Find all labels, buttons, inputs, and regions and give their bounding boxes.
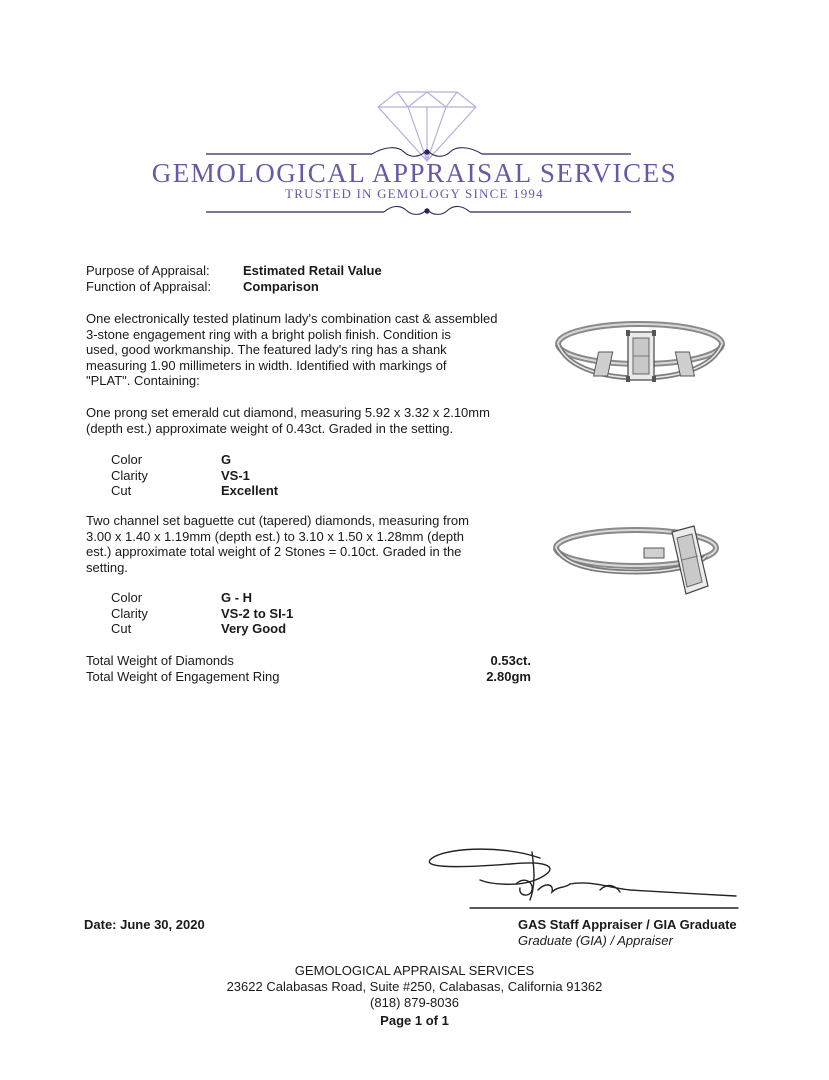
grade-value: VS-2 to SI-1: [221, 605, 294, 621]
total-ring-value: 2.80gm: [486, 669, 531, 684]
side-stones-description: [86, 513, 469, 575]
description-line: used, good workmanship. The featured lady's ring has a shank: [86, 342, 447, 357]
description-line: measuring 1.90 millimeters in width. Identified with markings of: [86, 357, 447, 373]
description-line: "PLAT". Containing:: [86, 373, 200, 388]
bottom-divider: [206, 206, 631, 214]
logo: [0, 0, 829, 240]
ring-photo-front: [548, 308, 730, 396]
grade-value: Very Good: [221, 621, 287, 636]
description-line: One electronically tested platinum lady's combination cast & assembled: [86, 311, 498, 326]
grade-value: G - H: [221, 590, 253, 605]
grade-value: G: [221, 452, 232, 467]
grade-label: Clarity: [111, 467, 148, 483]
footer-company: GEMOLOGICAL APPRAISAL SERVICES: [294, 963, 535, 978]
side-stones-line: Two channel set baguette cut (tapered) diamonds, measuring from: [86, 513, 469, 528]
signature-image: [420, 838, 750, 918]
side-stones-line: 3.00 x 1.40 x 1.19mm (depth est.) to 3.10 x 1.50 x 1.28mm (depth: [86, 528, 464, 544]
grade-label: Clarity: [111, 605, 148, 621]
function-row: [86, 279, 319, 295]
grade-row-cut: [111, 483, 278, 499]
function-value: Comparison: [243, 279, 319, 294]
grade-row-color: [111, 590, 293, 606]
center-stone-grades: [111, 452, 278, 499]
grade-value: VS-1: [221, 467, 250, 483]
side-stones-line: setting.: [86, 559, 128, 575]
page-number: Page 1 of 1: [380, 1013, 449, 1028]
grade-value: Excellent: [221, 483, 279, 498]
appraisal-date: Date: June 30, 2020: [84, 917, 205, 932]
center-stone-line: (depth est.) approximate weight of 0.43ct. Graded in the setting.: [86, 420, 454, 436]
grade-label: Color: [111, 452, 143, 467]
total-diamonds-label: Total Weight of Diamonds: [86, 653, 234, 668]
center-stone-description: [86, 405, 490, 436]
side-stones-grades: [111, 590, 293, 637]
grade-row-color: [111, 452, 278, 468]
purpose-label: Purpose of Appraisal:: [86, 263, 210, 278]
center-stone-line: One prong set emerald cut diamond, measuring 5.92 x 3.32 x 2.10mm: [86, 405, 490, 420]
total-diamonds-value: 0.53ct.: [490, 653, 531, 668]
grade-row-clarity: [111, 606, 293, 622]
footer-phone: (818) 879-8036: [370, 995, 459, 1010]
ring-description: [86, 311, 497, 389]
purpose-row: [86, 263, 382, 279]
appraiser-subtitle: Graduate (GIA) / Appraiser: [518, 933, 673, 948]
description-line: 3-stone engagement ring with a bright polish finish. Condition is: [86, 326, 451, 342]
footer-address: 23622 Calabasas Road, Suite #250, Calabasas, California 91362: [226, 979, 603, 994]
side-stones-line: est.) approximate total weight of 2 Stones = 0.10ct. Graded in the: [86, 544, 462, 559]
total-ring-label: Total Weight of Engagement Ring: [86, 669, 280, 684]
purpose-value: Estimated Retail Value: [243, 263, 382, 278]
company-name: GEMOLOGICAL APPRAISAL SERVICES: [151, 158, 678, 188]
grade-row-cut: [111, 621, 293, 637]
function-label: Function of Appraisal:: [86, 279, 212, 294]
grade-row-clarity: [111, 468, 278, 484]
appraiser-title: GAS Staff Appraiser / GIA Graduate: [518, 917, 737, 932]
grade-label: Cut: [111, 621, 132, 636]
grade-label: Color: [111, 590, 143, 605]
company-tagline: TRUSTED IN GEMOLOGY SINCE 1994: [285, 186, 544, 201]
grade-label: Cut: [111, 483, 132, 498]
ring-photo-side: [548, 512, 730, 604]
